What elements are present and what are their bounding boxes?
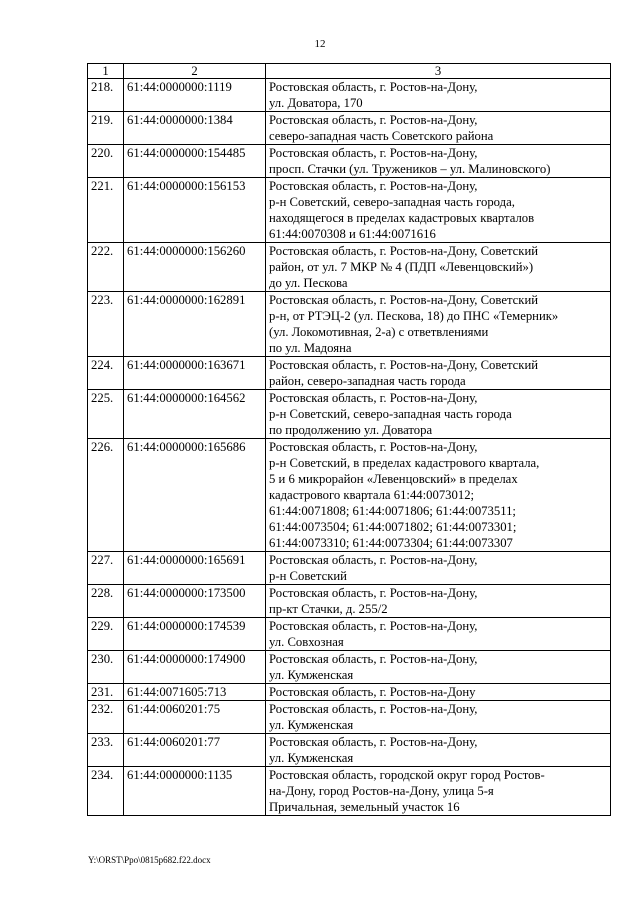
address-line: Ростовская область, г. Ростов-на-Дону, Советский (269, 293, 539, 307)
address-cell (266, 767, 611, 816)
table-body (88, 79, 611, 816)
address-cell (266, 145, 611, 178)
row-number: 226. (88, 439, 124, 552)
address-line: находящегося в пределах кадастровых кварталов (269, 211, 535, 225)
address-line: 5 и 6 микрорайон «Левенцовский» в пределах (269, 472, 518, 486)
cadastral-number: 61:44:0000000:165691 (124, 552, 266, 585)
row-number: 225. (88, 390, 124, 439)
cadastral-number: 61:44:0000000:165686 (124, 439, 266, 552)
table-row (88, 112, 611, 145)
address-line: р-н Советский, в пределах кадастрового квартала, (269, 456, 540, 470)
cadastral-number: 61:44:0000000:1119 (124, 79, 266, 112)
address-cell (266, 701, 611, 734)
row-number: 219. (88, 112, 124, 145)
address-line: р-н Советский, северо-западная часть города (269, 407, 512, 421)
address-line: ул. Кумженская (269, 668, 354, 682)
address-cell (266, 178, 611, 243)
address-line: Ростовская область, г. Ростов-на-Дону, (269, 619, 478, 633)
row-number: 220. (88, 145, 124, 178)
footer-file-path: Y:\ORST\Ppo\0815p682.f22.docx (88, 855, 211, 865)
address-line: Ростовская область, г. Ростов-на-Дону, (269, 586, 478, 600)
address-cell (266, 292, 611, 357)
address-line: Ростовская область, г. Ростов-на-Дону, (269, 80, 478, 94)
cadastral-number: 61:44:0000000:156260 (124, 243, 266, 292)
address-line: Ростовская область, г. Ростов-на-Дону, (269, 735, 478, 749)
address-line: р-н, от РТЭЦ-2 (ул. Пескова, 18) до ПНС «Темерник» (269, 309, 559, 323)
row-number: 224. (88, 357, 124, 390)
address-line: 61:44:0073310; 61:44:0073304; 61:44:0073307 (269, 536, 513, 550)
row-number: 232. (88, 701, 124, 734)
address-line: Ростовская область, г. Ростов-на-Дону, (269, 652, 478, 666)
address-line: Ростовская область, г. Ростов-на-Дону, Советский (269, 244, 539, 258)
address-line: ул. Доватора, 170 (269, 96, 363, 110)
row-number: 223. (88, 292, 124, 357)
address-line: 61:44:0071808; 61:44:0071806; 61:44:0073511; (269, 504, 516, 518)
row-number: 234. (88, 767, 124, 816)
row-number: 228. (88, 585, 124, 618)
address-line: по продолжению ул. Доватора (269, 423, 433, 437)
address-cell (266, 357, 611, 390)
address-cell (266, 112, 611, 145)
cadastral-number: 61:44:0060201:77 (124, 734, 266, 767)
table-row (88, 701, 611, 734)
address-line: (ул. Локомотивная, 2-а) с ответвлениями (269, 325, 489, 339)
cadastral-table (87, 63, 611, 816)
cadastral-number: 61:44:0000000:1135 (124, 767, 266, 816)
address-line: Ростовская область, г. Ростов-на-Дону, (269, 702, 478, 716)
column-header-cadastral: 2 (124, 64, 266, 79)
cadastral-number: 61:44:0060201:75 (124, 701, 266, 734)
page-number: 12 (314, 38, 326, 50)
address-cell (266, 734, 611, 767)
address-line: Ростовская область, г. Ростов-на-Дону, (269, 113, 478, 127)
table-row (88, 767, 611, 816)
row-number: 227. (88, 552, 124, 585)
address-cell (266, 585, 611, 618)
address-cell (266, 684, 611, 701)
cadastral-number: 61:44:0000000:174900 (124, 651, 266, 684)
address-line: р-н Советский (269, 569, 347, 583)
address-line: ул. Кумженская (269, 718, 354, 732)
address-line: ул. Совхозная (269, 635, 344, 649)
table-row (88, 79, 611, 112)
address-line: Ростовская область, г. Ростов-на-Дону, (269, 553, 478, 567)
column-header-address: 3 (266, 64, 611, 79)
row-number: 233. (88, 734, 124, 767)
address-cell (266, 243, 611, 292)
row-number: 230. (88, 651, 124, 684)
address-line: 61:44:0073504; 61:44:0071802; 61:44:0073301; (269, 520, 517, 534)
address-line: Ростовская область, г. Ростов-на-Дону, (269, 391, 478, 405)
table-row (88, 357, 611, 390)
address-line: до ул. Пескова (269, 276, 348, 290)
column-header-number: 1 (88, 64, 124, 79)
table-row (88, 439, 611, 552)
address-cell (266, 79, 611, 112)
table-row (88, 651, 611, 684)
address-line: р-н Советский, северо-западная часть города, (269, 195, 515, 209)
table-row (88, 292, 611, 357)
address-line: кадастрового квартала 61:44:0073012; (269, 488, 475, 502)
address-line: на-Дону, город Ростов-на-Дону, улица 5-я (269, 784, 494, 798)
table-row (88, 145, 611, 178)
table-row (88, 552, 611, 585)
table-row (88, 618, 611, 651)
address-line: ул. Кумженская (269, 751, 354, 765)
address-line: 61:44:0070308 и 61:44:0071616 (269, 227, 436, 241)
row-number: 231. (88, 684, 124, 701)
cadastral-number: 61:44:0000000:156153 (124, 178, 266, 243)
address-line: Ростовская область, г. Ростов-на-Дону, Советский (269, 358, 539, 372)
cadastral-number: 61:44:0000000:163671 (124, 357, 266, 390)
address-line: Ростовская область, г. Ростов-на-Дону, (269, 179, 478, 193)
address-line: Ростовская область, городской округ город Ростов- (269, 768, 545, 782)
cadastral-number: 61:44:0000000:1384 (124, 112, 266, 145)
address-line: пр-кт Стачки, д. 255/2 (269, 602, 388, 616)
cadastral-number: 61:44:0000000:164562 (124, 390, 266, 439)
address-line: Причальная, земельный участок 16 (269, 800, 460, 814)
address-line: Ростовская область, г. Ростов-на-Дону, (269, 440, 478, 454)
row-number: 218. (88, 79, 124, 112)
address-cell (266, 552, 611, 585)
address-line: Ростовская область, г. Ростов-на-Дону, (269, 146, 478, 160)
table-row (88, 390, 611, 439)
address-line: Ростовская область, г. Ростов-на-Дону (269, 685, 476, 699)
row-number: 222. (88, 243, 124, 292)
address-cell (266, 390, 611, 439)
row-number: 229. (88, 618, 124, 651)
table-row (88, 684, 611, 701)
address-cell (266, 439, 611, 552)
address-line: просп. Стачки (ул. Тружеников – ул. Малиновского) (269, 162, 551, 176)
table-row (88, 734, 611, 767)
cadastral-number: 61:44:0000000:162891 (124, 292, 266, 357)
address-line: по ул. Мадояна (269, 341, 352, 355)
address-line: район, от ул. 7 МКР № 4 (ПДП «Левенцовский») (269, 260, 534, 274)
table-row (88, 243, 611, 292)
table-row (88, 178, 611, 243)
address-line: район, северо-западная часть города (269, 374, 466, 388)
row-number: 221. (88, 178, 124, 243)
address-cell (266, 651, 611, 684)
address-cell (266, 618, 611, 651)
cadastral-number: 61:44:0071605:713 (124, 684, 266, 701)
cadastral-number: 61:44:0000000:174539 (124, 618, 266, 651)
address-line: северо-западная часть Советского района (269, 129, 494, 143)
cadastral-number: 61:44:0000000:154485 (124, 145, 266, 178)
table-header-row (88, 64, 611, 79)
table-row (88, 585, 611, 618)
cadastral-number: 61:44:0000000:173500 (124, 585, 266, 618)
